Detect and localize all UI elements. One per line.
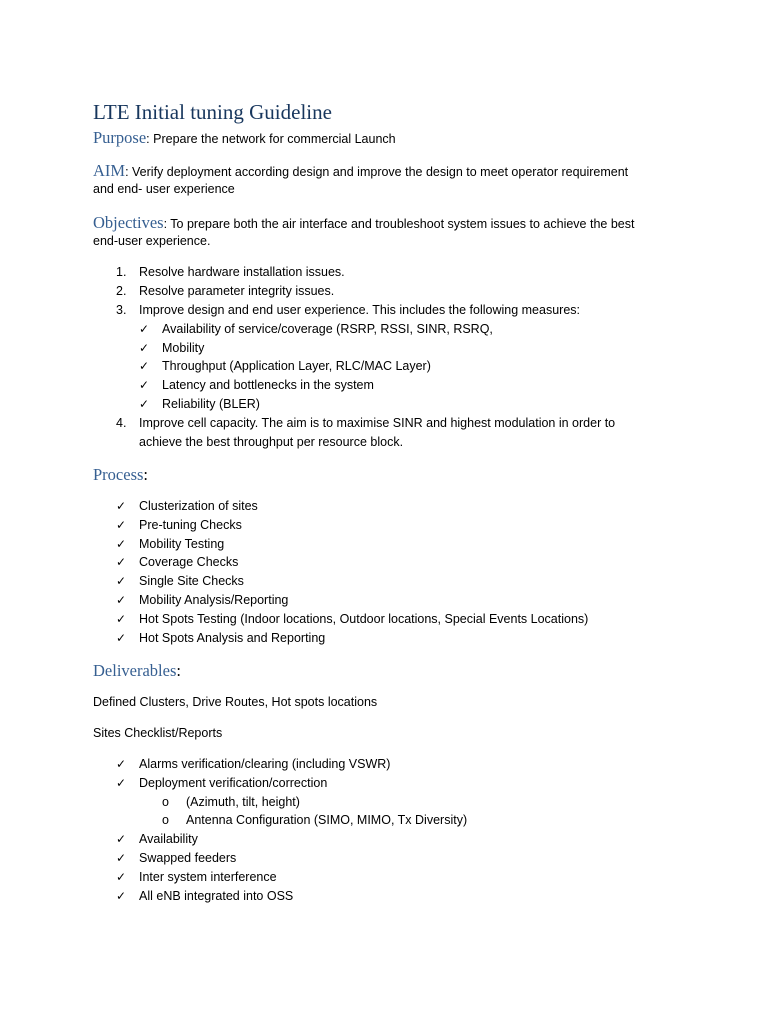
purpose-text: : Prepare the network for commercial Launch <box>146 132 396 146</box>
purpose-line <box>93 128 673 149</box>
process-heading-colon: : <box>143 465 149 484</box>
deliverables-line: Sites Checklist/Reports <box>93 726 223 740</box>
list-number: 2. <box>116 284 127 298</box>
list-item: Improve cell capacity. The aim is to maximise SINR and highest modulation in order to <box>139 416 616 430</box>
deliverables-line: Defined Clusters, Drive Routes, Hot spots locations <box>93 695 378 709</box>
check-icon: ✓ <box>116 776 127 790</box>
check-icon: ✓ <box>116 757 127 771</box>
list-subitem: Mobility <box>162 341 205 355</box>
objectives-text: : To prepare both the air interface and troubleshoot system issues to achieve the best <box>163 217 635 231</box>
page-title: LTE Initial tuning Guideline <box>93 100 332 124</box>
deliverables-item: Deployment verification/correction <box>139 776 328 790</box>
check-icon: ✓ <box>116 870 127 884</box>
deliverables-item: Inter system interference <box>139 870 277 884</box>
list-number: 1. <box>116 265 127 279</box>
check-icon: ✓ <box>116 499 127 513</box>
list-subitem: Throughput (Application Layer, RLC/MAC Layer) <box>162 359 431 373</box>
list-item-continued: achieve the best throughput per resource block. <box>139 435 404 449</box>
deliverables-item: Availability <box>139 832 198 846</box>
list-number: 3. <box>116 303 127 317</box>
check-icon: ✓ <box>139 397 150 411</box>
deliverables-item: Swapped feeders <box>139 851 237 865</box>
check-icon: ✓ <box>116 631 127 645</box>
purpose-label: Purpose <box>93 128 147 147</box>
check-icon: ✓ <box>116 851 127 865</box>
process-item: Pre-tuning Checks <box>139 518 242 532</box>
list-subitem: Availability of service/coverage (RSRP, RSSI, SINR, RSRQ, <box>162 322 493 336</box>
check-icon: ✓ <box>116 593 127 607</box>
objectives-text-continued: end-user experience. <box>93 234 211 248</box>
process-item: Single Site Checks <box>139 574 244 588</box>
process-item: Hot Spots Testing (Indoor locations, Outdoor locations, Special Events Locations) <box>139 612 589 626</box>
check-icon: ✓ <box>139 341 150 355</box>
check-icon: ✓ <box>139 322 150 336</box>
list-item: Resolve parameter integrity issues. <box>139 284 335 298</box>
process-heading <box>93 465 148 485</box>
deliverables-item: All eNB integrated into OSS <box>139 889 294 903</box>
process-item: Hot Spots Analysis and Reporting <box>139 631 326 645</box>
bullet-icon: o <box>162 813 169 827</box>
aim-text-continued: and end- user experience <box>93 182 235 196</box>
aim-text: : Verify deployment according design and improve the design to meet operator requirement <box>125 165 629 179</box>
process-item: Mobility Analysis/Reporting <box>139 593 289 607</box>
process-item: Coverage Checks <box>139 555 239 569</box>
check-icon: ✓ <box>116 832 127 846</box>
objectives-label: Objectives <box>93 213 164 232</box>
deliverables-heading-colon: : <box>176 661 181 680</box>
deliverables-heading <box>93 661 181 681</box>
objectives-line <box>93 213 673 234</box>
check-icon: ✓ <box>116 537 127 551</box>
process-item: Mobility Testing <box>139 537 225 551</box>
process-item: Clusterization of sites <box>139 499 258 513</box>
check-icon: ✓ <box>116 555 127 569</box>
check-icon: ✓ <box>139 359 150 373</box>
deliverables-subitem: Antenna Configuration (SIMO, MIMO, Tx Diversity) <box>186 813 468 827</box>
check-icon: ✓ <box>139 378 150 392</box>
list-item: Resolve hardware installation issues. <box>139 265 345 279</box>
process-heading-text: Process <box>93 465 144 484</box>
deliverables-heading-text: Deliverables <box>93 661 177 680</box>
aim-label: AIM <box>93 161 126 180</box>
check-icon: ✓ <box>116 574 127 588</box>
aim-line <box>93 161 673 182</box>
check-icon: ✓ <box>116 612 127 626</box>
list-number: 4. <box>116 416 127 430</box>
deliverables-subitem: (Azimuth, tilt, height) <box>186 795 300 809</box>
check-icon: ✓ <box>116 889 127 903</box>
deliverables-item: Alarms verification/clearing (including VSWR) <box>139 757 391 771</box>
bullet-icon: o <box>162 795 169 809</box>
list-subitem: Latency and bottlenecks in the system <box>162 378 374 392</box>
list-item: Improve design and end user experience. This includes the following measures: <box>139 303 580 317</box>
list-subitem: Reliability (BLER) <box>162 397 260 411</box>
check-icon: ✓ <box>116 518 127 532</box>
